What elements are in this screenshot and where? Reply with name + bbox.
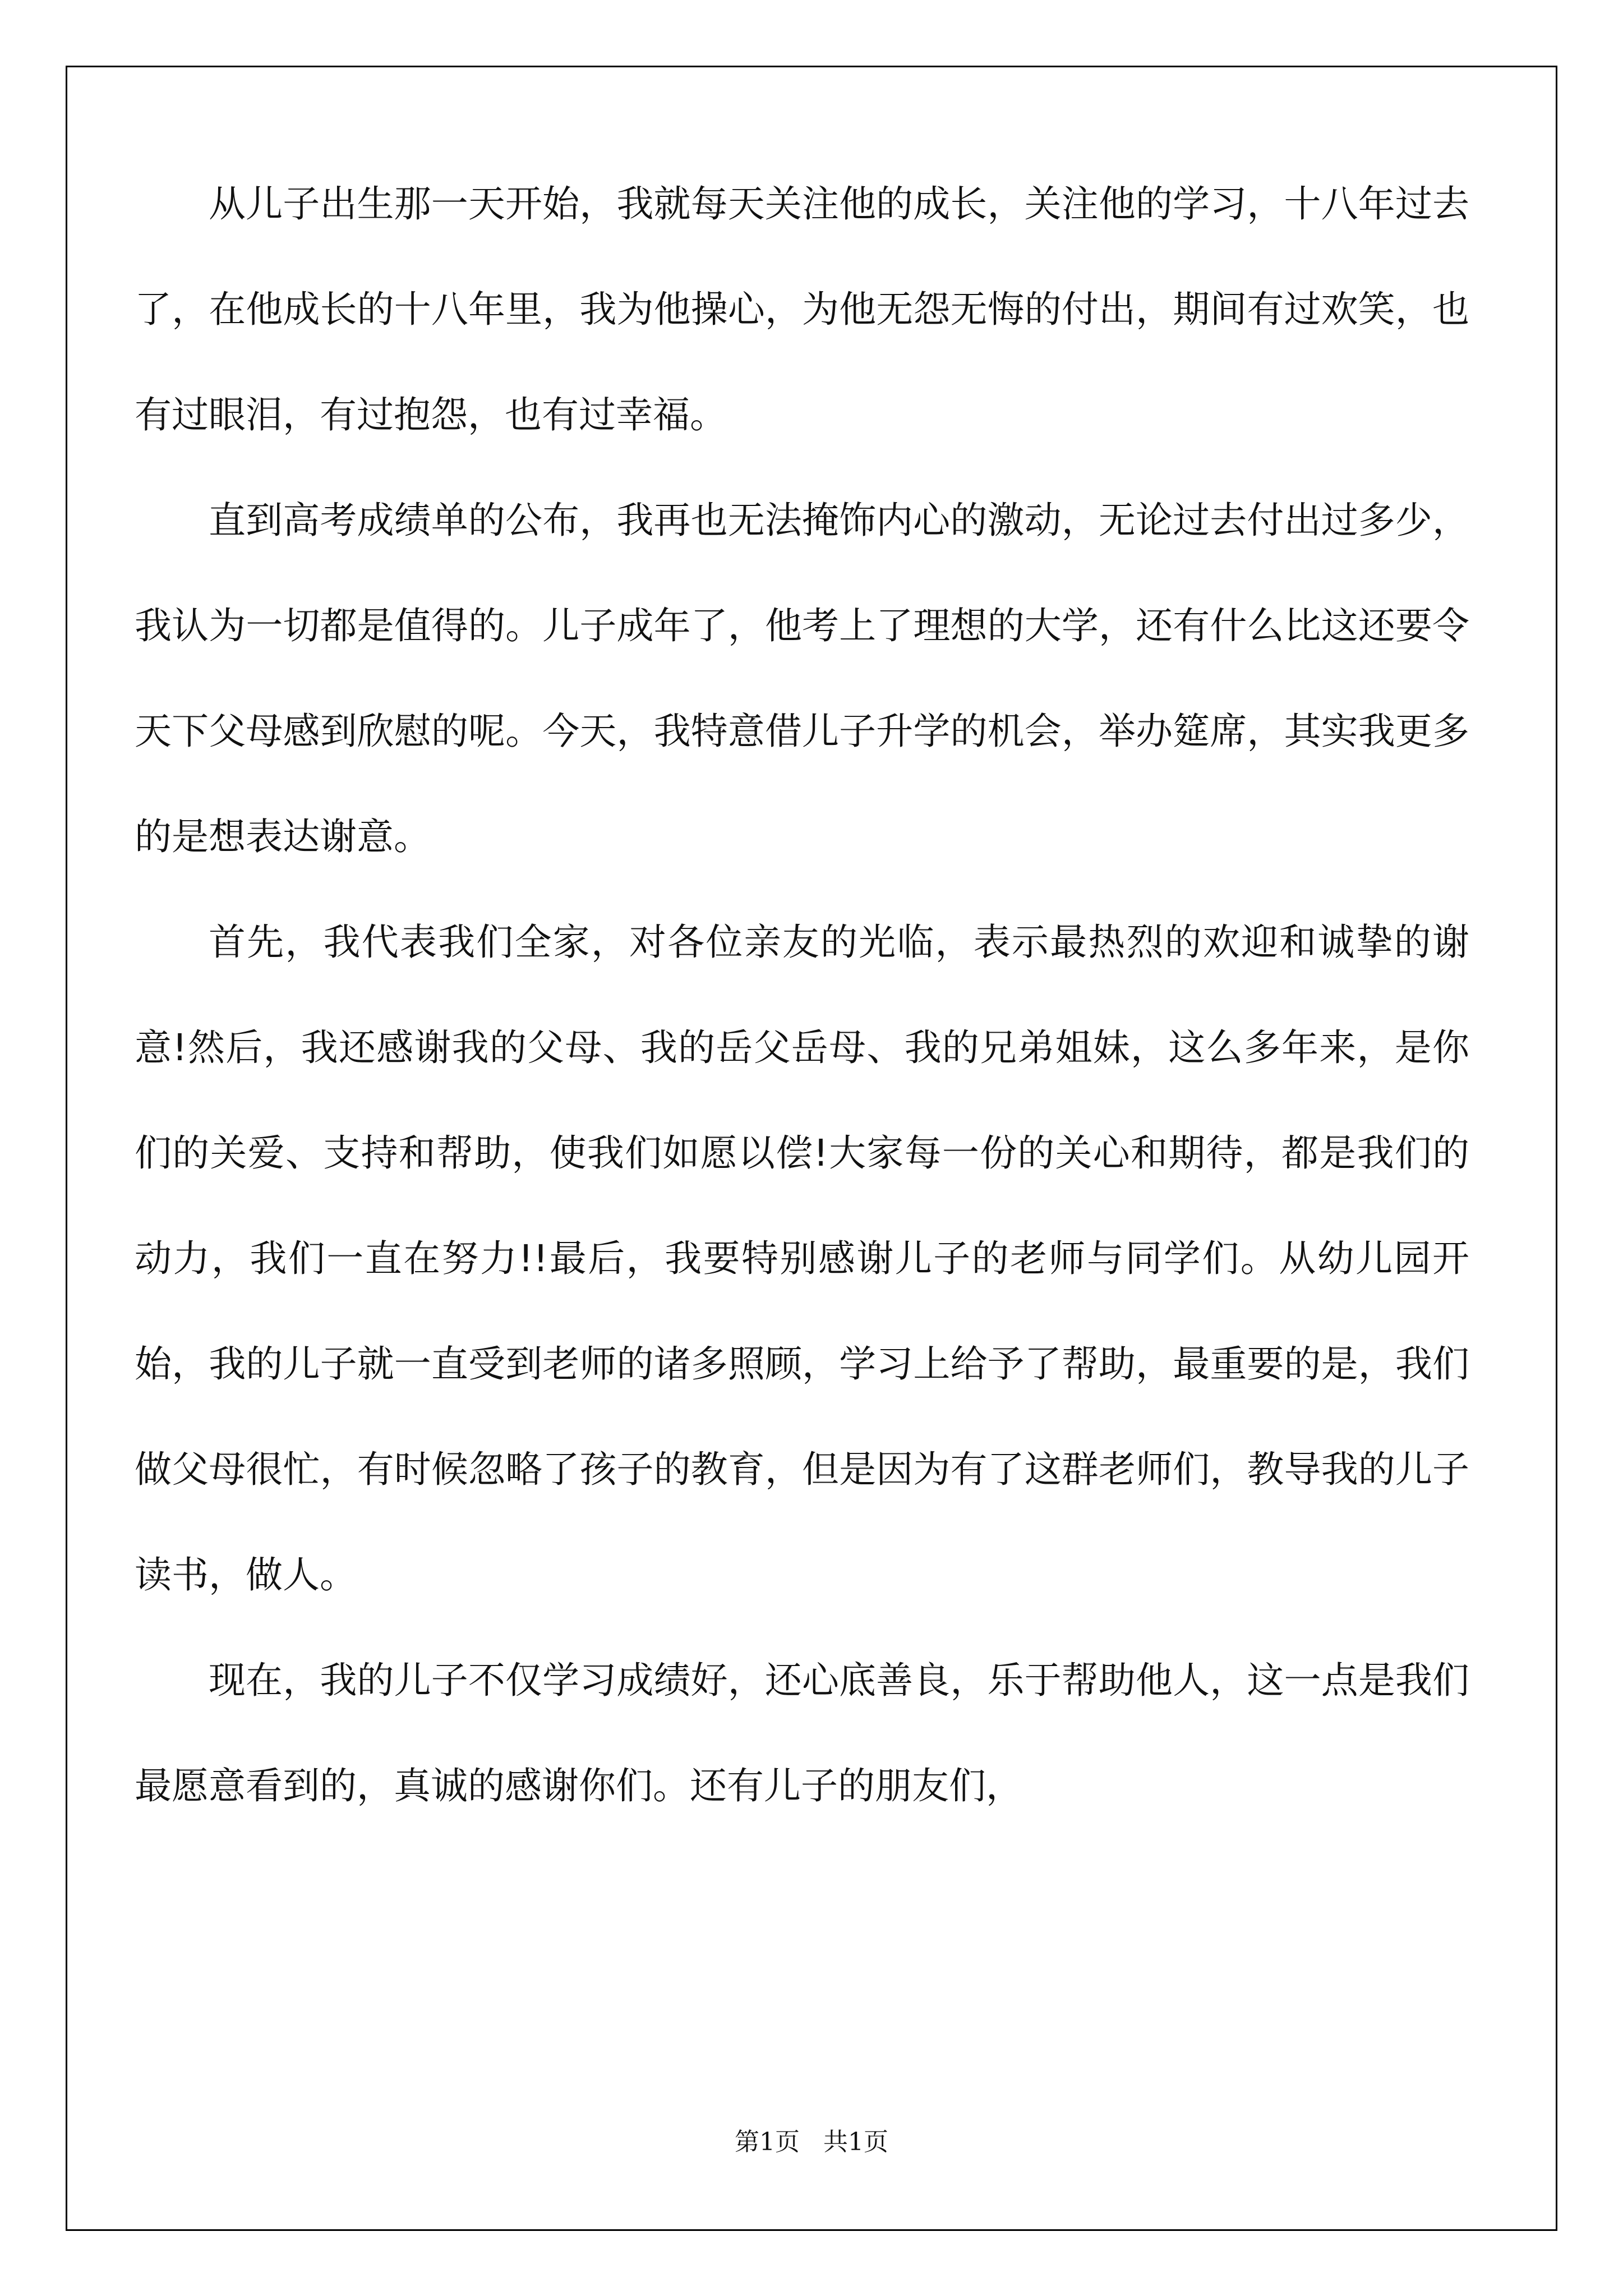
paragraph-1: 从儿子出生那一天开始，我就每天关注他的成长，关注他的学习，十八年过去了，在他成长的十八年里，我为他操心，为他无怨无悔的付出，期间有过欢笑，也有过眼泪，有过抱怨，也有过幸福。 (135, 182, 1469, 436)
paragraph-3: 首先，我代表我们全家，对各位亲友的光临，表示最热烈的欢迎和诚挚的谢意!然后，我还感谢我的父母、我的岳父岳母、我的兄弟姐妹，这么多年来，是你们的关爱、支持和帮助，使我们如愿以偿!大家每一份的关心和期待，都是我们的动力，我们一直在努力!!最后，我要特别感谢儿子的老师与同学们。从幼儿园开始，我的儿子就一直受到老师的诸多照顾，学习上给予了帮助，最重要的是，我们做父母很忙，有时候忽略了孩子的教育，但是因为有了这群老师们，教导我的儿子读书，做人。 (135, 921, 1469, 1596)
page-number-footer: 第1页 共1页 (735, 2128, 888, 2156)
paragraph-2: 直到高考成绩单的公布，我再也无法掩饰内心的激动，无论过去付出过多少，我认为一切都是值得的。儿子成年了，他考上了理想的大学，还有什么比这还要令天下父母感到欣慰的呢。今天，我特意借儿子升学的机会，举办筵席，其实我更多的是想表达谢意。 (135, 499, 1469, 858)
document-body (135, 151, 1469, 1839)
paragraph-4: 现在，我的儿子不仅学习成绩好，还心底善良，乐于帮助他人，这一点是我们最愿意看到的，真诚的感谢你们。还有儿子的朋友们， (135, 1659, 1469, 1807)
